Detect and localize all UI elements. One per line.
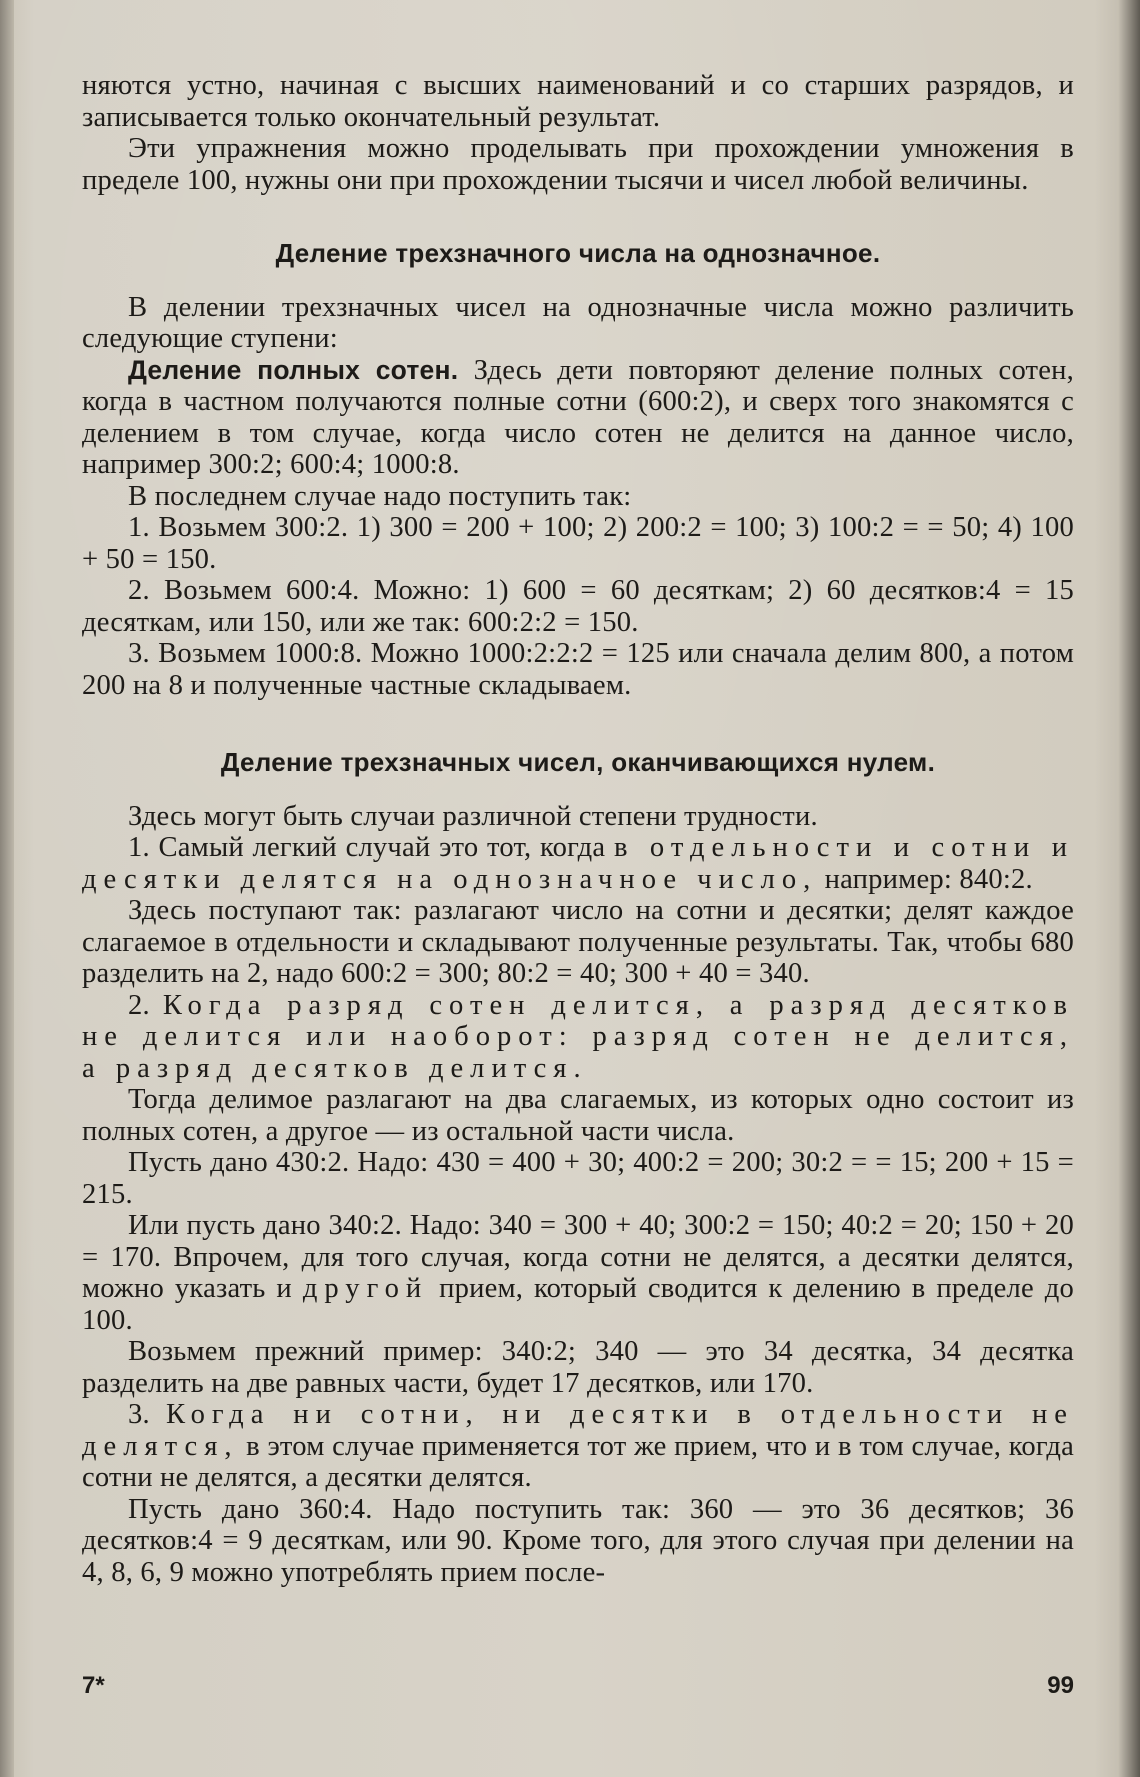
section-heading-three-digit-division: Деление трехзначного числа на однозначное. [275, 238, 881, 268]
page-body [82, 70, 1074, 1588]
section2-paragraph-8: Возьмем прежний пример: 340:2; 340 — это 34 десятка, 34 десятка разделить на две равных части, будет 17 десятков, или 170. [82, 1336, 1074, 1399]
case-2 [82, 990, 1074, 1085]
case-1-lead: 1. Самый легкий случай это тот, когда [128, 832, 614, 863]
case-1-spaced-text: в отдельности и сотни и десятки делятся на однозначное число, [82, 832, 1074, 895]
section2-paragraph-7-spaced: другой [302, 1273, 429, 1304]
section2-paragraph-1: Здесь могут быть случаи различной степени трудности. [128, 800, 818, 832]
page-right-edge [1118, 0, 1140, 1777]
case-1 [82, 832, 1074, 895]
case-3-spaced-text: Когда ни сотни, ни десятки в отдельности не делятся, [82, 1399, 1074, 1462]
case-2-number: 2. [128, 989, 163, 1021]
printer-signature-mark: 7* [82, 1672, 105, 1699]
intro-paragraph-1: няются устно, начиная с высших наименований и со старших разрядов, и записывается только окончательный результат. [82, 70, 1074, 133]
case-3 [82, 1399, 1074, 1494]
page-left-edge [0, 0, 14, 1777]
run-in-heading-full-hundreds: Деление полных сотен. [128, 354, 459, 385]
example-3: 3. Возьмем 1000:8. Можно 1000:2:2:2 = 125 или сначала делим 800, а потом 200 на 8 и полученные частные складываем. [82, 638, 1074, 701]
section2-paragraph-7-c: прием, который сводится к делению в пределе до 100. [82, 1273, 1074, 1336]
section2-paragraph-7 [82, 1210, 1074, 1336]
section1-paragraph-2 [82, 355, 1074, 481]
intro-paragraph-2: Эти упражнения можно проделывать при прохождении умножения в пределе 100, нужны они при прохождении тысячи и чисел любой величины. [82, 133, 1074, 196]
example-2: 2. Возьмем 600:4. Можно: 1) 600 = 60 десяткам; 2) 60 десятков:4 = 15 десяткам, или 150, или же так: 600:2:2 = 150. [82, 575, 1074, 638]
section2-paragraph-3: Здесь поступают так: разлагают число на сотни и десятки; делят каждое слагаемое в отдельности и складывают полученные результаты. Так, чтобы 680 разделить на 2, надо 600:2 = 300; 80:2 = 40; 300 + 40 = 340. [82, 895, 1074, 989]
section2-paragraph-7-a: Или пусть дано 340:2. Надо: 340 = 300 + 40; 300:2 = 150; 40:2 = 20; 150 + 20 = 170. Впрочем, для того случая, когда сотни не делятся, а десятки делятся, можно указать и [82, 1210, 1074, 1304]
section-heading-ending-with-zero: Деление трехзначных чисел, оканчивающихся нулем. [220, 747, 936, 777]
case-3-tail: в этом случае применяется тот же прием, что и в том случае, когда сотни не делятся, а десятки делятся. [82, 1430, 1074, 1493]
section2-paragraph-5: Тогда делимое разлагают на два слагаемых, из которых одно состоит из полных сотен, а другое — из остальной части числа. [82, 1084, 1074, 1147]
case-1-tail: например: 840:2. [817, 863, 1033, 895]
case-3-number: 3. [128, 1399, 166, 1430]
section1-paragraph-1: В делении трехзначных чисел на однозначные числа можно различить следующие ступени: [82, 291, 1074, 354]
section2-paragraph-10: Пусть дано 360:4. Надо поступить так: 360 — это 36 десятков; 36 десятков:4 = 9 десяткам, или 90. Кроме того, для этого случая при делении на 4, 8, 6, 9 можно употреблять прием после- [82, 1493, 1074, 1588]
section1-paragraph-2-text: Здесь дети повторяют деление полных сотен, когда в частном получаются полные сотни (600:2), и сверх того знакомятся с делением в том случае, когда число сотен не делится на данное число, например 300:2; 600:4; 1000:8. [82, 354, 1074, 480]
page-number: 99 [1047, 1672, 1074, 1699]
section1-paragraph-3: В последнем случае надо поступить так: [128, 480, 632, 512]
case-2-spaced-text: Когда разряд сотен делится, а разряд десятков не делится или наоборот: разряд сотен не делится, а разряд десятков делится. [82, 989, 1075, 1084]
section2-paragraph-6: Пусть дано 430:2. Надо: 430 = 400 + 30; 400:2 = 200; 30:2 = = 15; 200 + 15 = 215. [82, 1147, 1074, 1210]
example-1: 1. Возьмем 300:2. 1) 300 = 200 + 100; 2) 200:2 = 100; 3) 100:2 = = 50; 4) 100 + 50 = 150. [82, 512, 1074, 575]
